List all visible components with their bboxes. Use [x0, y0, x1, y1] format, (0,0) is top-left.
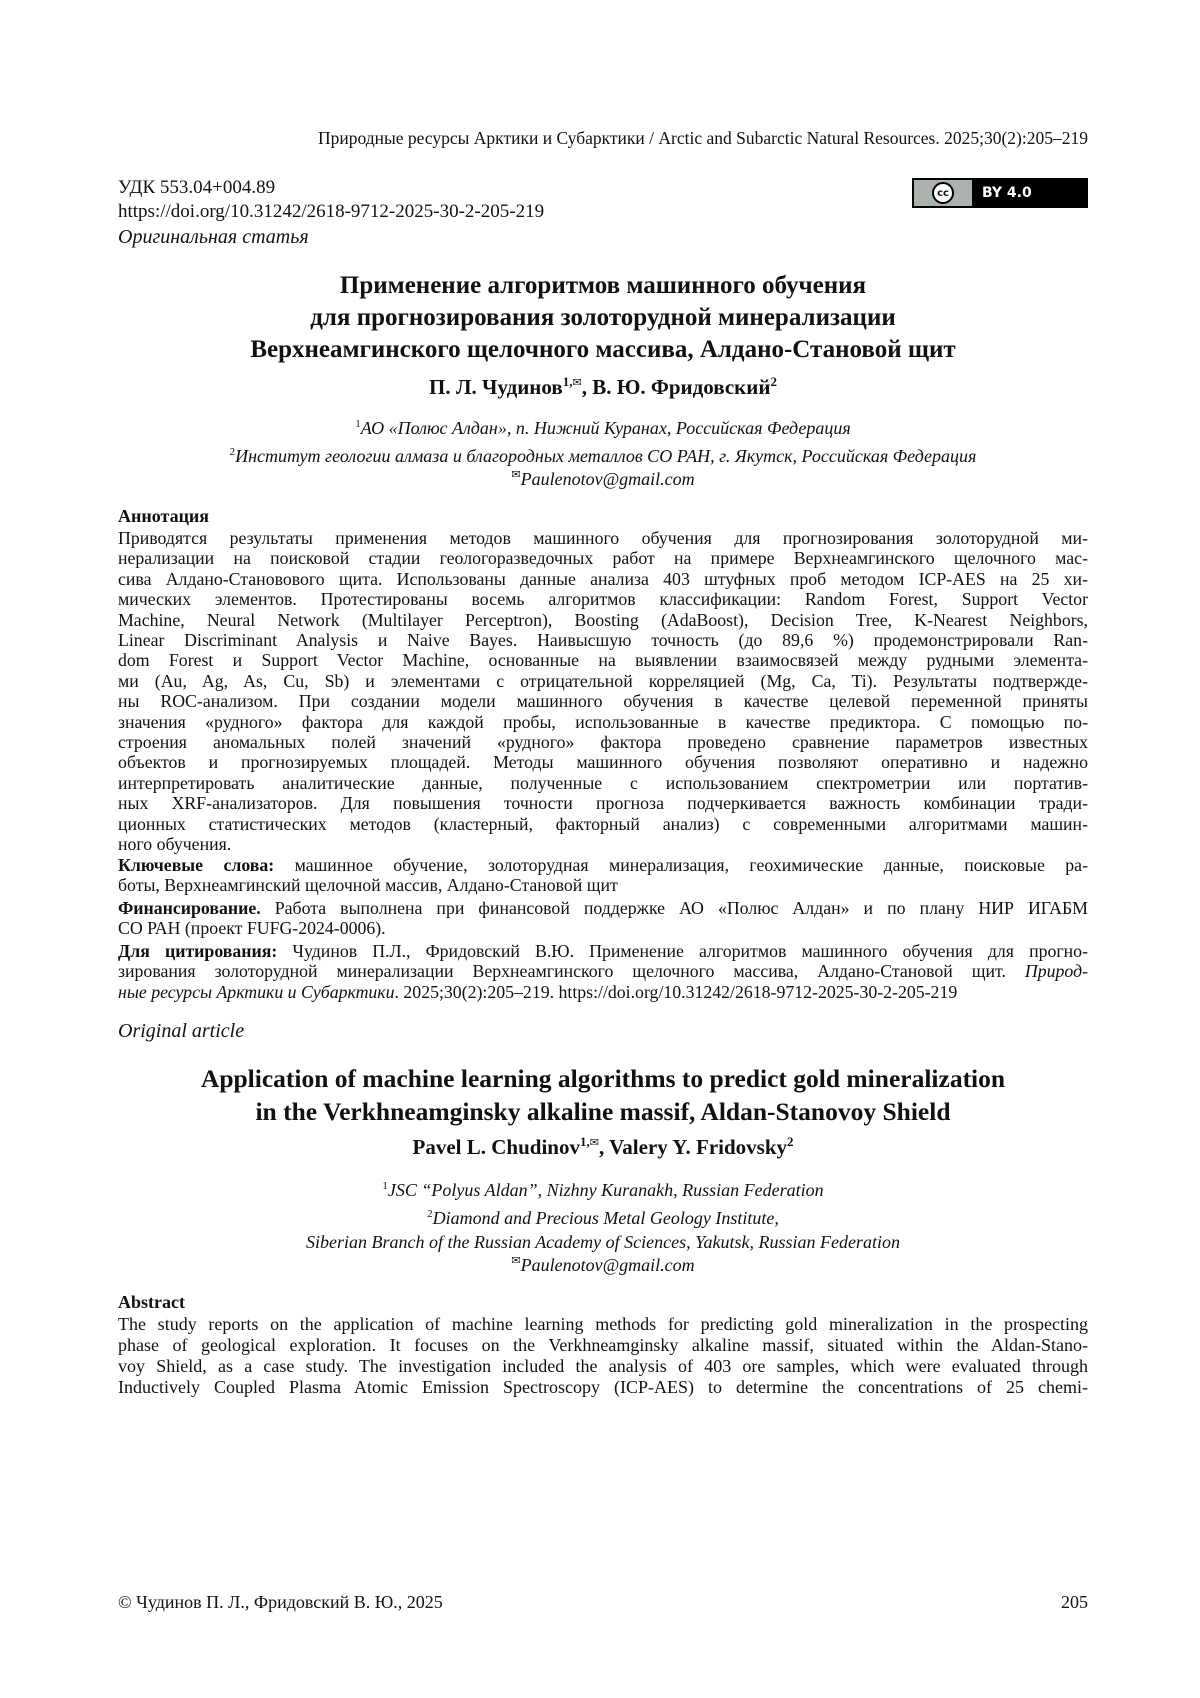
abstract-line: объектов и прогнозируемых площадей. Методы машинного обучения позволяют оперативно и надежно	[118, 752, 1088, 773]
abstract-line: строения аномальных полей значений «рудного» фактора проведено сравнение параметров известных	[118, 732, 1088, 753]
article-type-ru: Оригинальная статья	[118, 226, 309, 248]
abstract-line: нерализации на поисковой стадии геологоразведочных работ на примере Верхнеамгинского щелочного мас-	[118, 548, 1088, 569]
udk-code: УДК 553.04+004.89	[118, 177, 276, 198]
abstract-line: Machine, Neural Network (Multilayer Perceptron), Boosting (AdaBoost), Decision Tree, K-Nearest Neighbors,	[118, 609, 1088, 630]
title-line: in the Verkhneamginsky alkaline massif, Aldan-Stanovoy Shield	[255, 1097, 951, 1126]
abstract-line: мических элементов. Протестированы восемь алгоритмов классификации: Random Forest, Support Vector	[118, 589, 1088, 610]
affiliations-en	[118, 1174, 1088, 1254]
abstract-heading-ru: Аннотация	[118, 506, 210, 526]
footer-copyright: © Чудинов П. Л., Фридовский В. Ю., 2025	[118, 1592, 443, 1612]
email-ru[interactable]	[118, 468, 1088, 490]
author-separator: ,	[581, 375, 593, 399]
affiliation	[118, 440, 1088, 468]
abstract-line: ционных статистических методов (кластерный, факторный анализ) с современными алгоритмами машин-	[118, 813, 1088, 834]
author-sup: 2	[787, 1134, 794, 1149]
title-line: Применение алгоритмов машинного обучения	[339, 272, 867, 299]
abstract-line: dom Forest и Support Vector Machine, основанные на выявлении взаимосвязей между рудными элемента-	[118, 650, 1088, 671]
author-name: Valery Y. Fridovsky	[609, 1135, 787, 1159]
abstract-line: voy Shield, as a case study. The investigation included the analysis of 403 ore samples, which were evaluated through	[118, 1356, 1088, 1376]
funding-ru	[118, 898, 1088, 939]
affiliation	[118, 1174, 1088, 1202]
envelope-icon: ✉	[511, 468, 521, 481]
affiliations-ru	[118, 412, 1088, 468]
citation-label: Для цитирования:	[118, 941, 278, 961]
cc-icon: cc	[932, 182, 954, 204]
article-type-en: Original article	[118, 1020, 245, 1042]
author-separator: ,	[598, 1135, 610, 1159]
authors-en	[118, 1134, 1088, 1160]
author-name: В. Ю. Фридовский	[592, 375, 771, 399]
envelope-icon: ✉	[589, 1136, 599, 1149]
affil-text: АО «Полюс Алдан», п. Нижний Куранах, Российская Федерация	[360, 418, 851, 438]
author-sup: 2	[770, 374, 777, 389]
abstract-line: сива Алдано-Становового щита. Использованы данные анализа 403 штуфных проб методом ICP-AES на 25 хи-	[118, 568, 1088, 589]
title-line: Application of machine learning algorithms to predict gold mineralization	[200, 1064, 1006, 1093]
affil-num: 1	[382, 1180, 388, 1192]
page-number: 205	[1061, 1592, 1088, 1612]
email-address[interactable]: Paulenotov@gmail.com	[520, 1255, 695, 1275]
citation-journal: Природ-	[1024, 961, 1088, 982]
abstract-line: ны ROC-анализом. При создании модели машинного обучения в качестве целевой переменной приняты	[118, 691, 1088, 712]
keywords-text: боты, Верхнеамгинский щелочной массив, Алдано-Становой щит	[118, 875, 618, 896]
keywords-label: Ключевые слова:	[118, 855, 275, 875]
author-name: Pavel L. Chudinov	[412, 1135, 580, 1159]
affil-text: JSC “Polyus Aldan”, Nizhny Kuranakh, Russian Federation	[387, 1180, 824, 1200]
title-line: Верхнеамгинского щелочного массива, Алдано-Становой щит	[250, 336, 956, 363]
envelope-icon: ✉	[572, 376, 582, 389]
title-en	[118, 1062, 1088, 1128]
citation-text: зирования золоторудной минерализации Верхнеамгинского щелочного массива, Алдано-Становой щит.	[118, 961, 1025, 982]
abstract-line: Inductively Coupled Plasma Atomic Emission Spectroscopy (ICP-AES) to determine the concentrations of 25 chemi-	[118, 1377, 1088, 1397]
udk-block	[118, 176, 544, 224]
affil-num: 1	[355, 418, 361, 430]
keywords-ru	[118, 855, 1088, 896]
abstract-line: ми (Au, Ag, As, Cu, Sb) и элементами с отрицательной корреляцией (Mg, Ca, Ti). Результаты подтвержде-	[118, 670, 1088, 691]
journal-header: Природные ресурсы Арктики и Субарктики / Arctic and Subarctic Natural Resources. 2025;30(2):205–219	[317, 128, 1088, 148]
title-ru	[118, 270, 1088, 366]
funding-text: Работа выполнена при финансовой поддержке АО «Полюс Алдан» и по плану НИР ИГАБМ	[260, 898, 1088, 918]
affil-num: 2	[427, 1208, 433, 1220]
abstract-heading-en: Abstract	[118, 1292, 185, 1312]
abstract-line: ных XRF-анализаторов. Для повышения точности прогноза подчеркивается важность комбинации тради-	[118, 793, 1088, 814]
abstract-line: Linear Discriminant Analysis и Naive Bayes. Наивысшую точность (до 89,6 %) продемонстрировали Ran-	[118, 630, 1088, 651]
affiliation	[118, 412, 1088, 440]
affil-text: Институт геологии алмаза и благородных металлов СО РАН, г. Якутск, Российская Федерация	[235, 446, 977, 466]
abstract-line: ного обучения.	[118, 834, 232, 855]
abstract-en	[118, 1314, 1088, 1398]
email-en[interactable]	[118, 1254, 1088, 1276]
title-line: для прогнозирования золоторудной минерализации	[310, 304, 896, 331]
affiliation	[118, 1230, 1088, 1254]
keywords-text: машинное обучение, золоторудная минерализация, геохимические данные, поисковые ра-	[274, 855, 1088, 875]
author-sup: 1,	[562, 374, 573, 389]
funding-text: СО РАН (проект FUFG-2024-0006).	[118, 918, 386, 939]
affil-num: 2	[229, 446, 236, 458]
abstract-line: The study reports on the application of machine learning methods for predicting gold mineralization in the prospecting	[118, 1314, 1088, 1334]
email-address[interactable]: Paulenotov@gmail.com	[520, 469, 695, 489]
envelope-icon: ✉	[511, 1254, 521, 1267]
author-sup: 1,	[579, 1134, 590, 1149]
funding-label: Финансирование.	[118, 898, 261, 918]
citation-ru	[118, 941, 1088, 1002]
citation-journal: ные ресурсы Арктики и Субарктики	[118, 981, 395, 1002]
affil-text: Diamond and Precious Metal Geology Institute,	[432, 1208, 779, 1228]
abstract-line: phase of geological exploration. It focuses on the Verkhneamginsky alkaline massif, situated within the Aldan-Stano-	[118, 1335, 1088, 1355]
abstract-line: Приводятся результаты применения методов машинного обучения для прогнозирования золоторудной ми-	[118, 528, 1088, 548]
affil-text: Siberian Branch of the Russian Academy of Sciences, Yakutsk, Russian Federation	[306, 1232, 900, 1252]
cc-license-badge[interactable]	[912, 178, 1088, 208]
authors-ru	[118, 374, 1088, 400]
author-name: П. Л. Чудинов	[429, 375, 563, 399]
abstract-line: интерпретировать аналитические данные, полученные с использованием спектрометрии или портатив-	[118, 772, 1088, 793]
doi-link[interactable]: https://doi.org/10.31242/2618-9712-2025-30-2-205-219	[118, 201, 545, 222]
cc-logo	[914, 180, 972, 206]
abstract-line: значения «рудного» фактора для каждой пробы, использованные в качестве предиктора. С помощью по-	[118, 711, 1088, 732]
citation-text: Чудинов П.Л., Фридовский В.Ю. Применение алгоритмов машинного обучения для прогно-	[277, 941, 1088, 961]
citation-text: . 2025;30(2):205–219. https://doi.org/10.31242/2618-9712-2025-30-2-205-219	[394, 981, 958, 1002]
affiliation	[118, 1202, 1088, 1230]
license-text: BY 4.0	[972, 180, 1086, 206]
abstract-ru	[118, 528, 1088, 855]
